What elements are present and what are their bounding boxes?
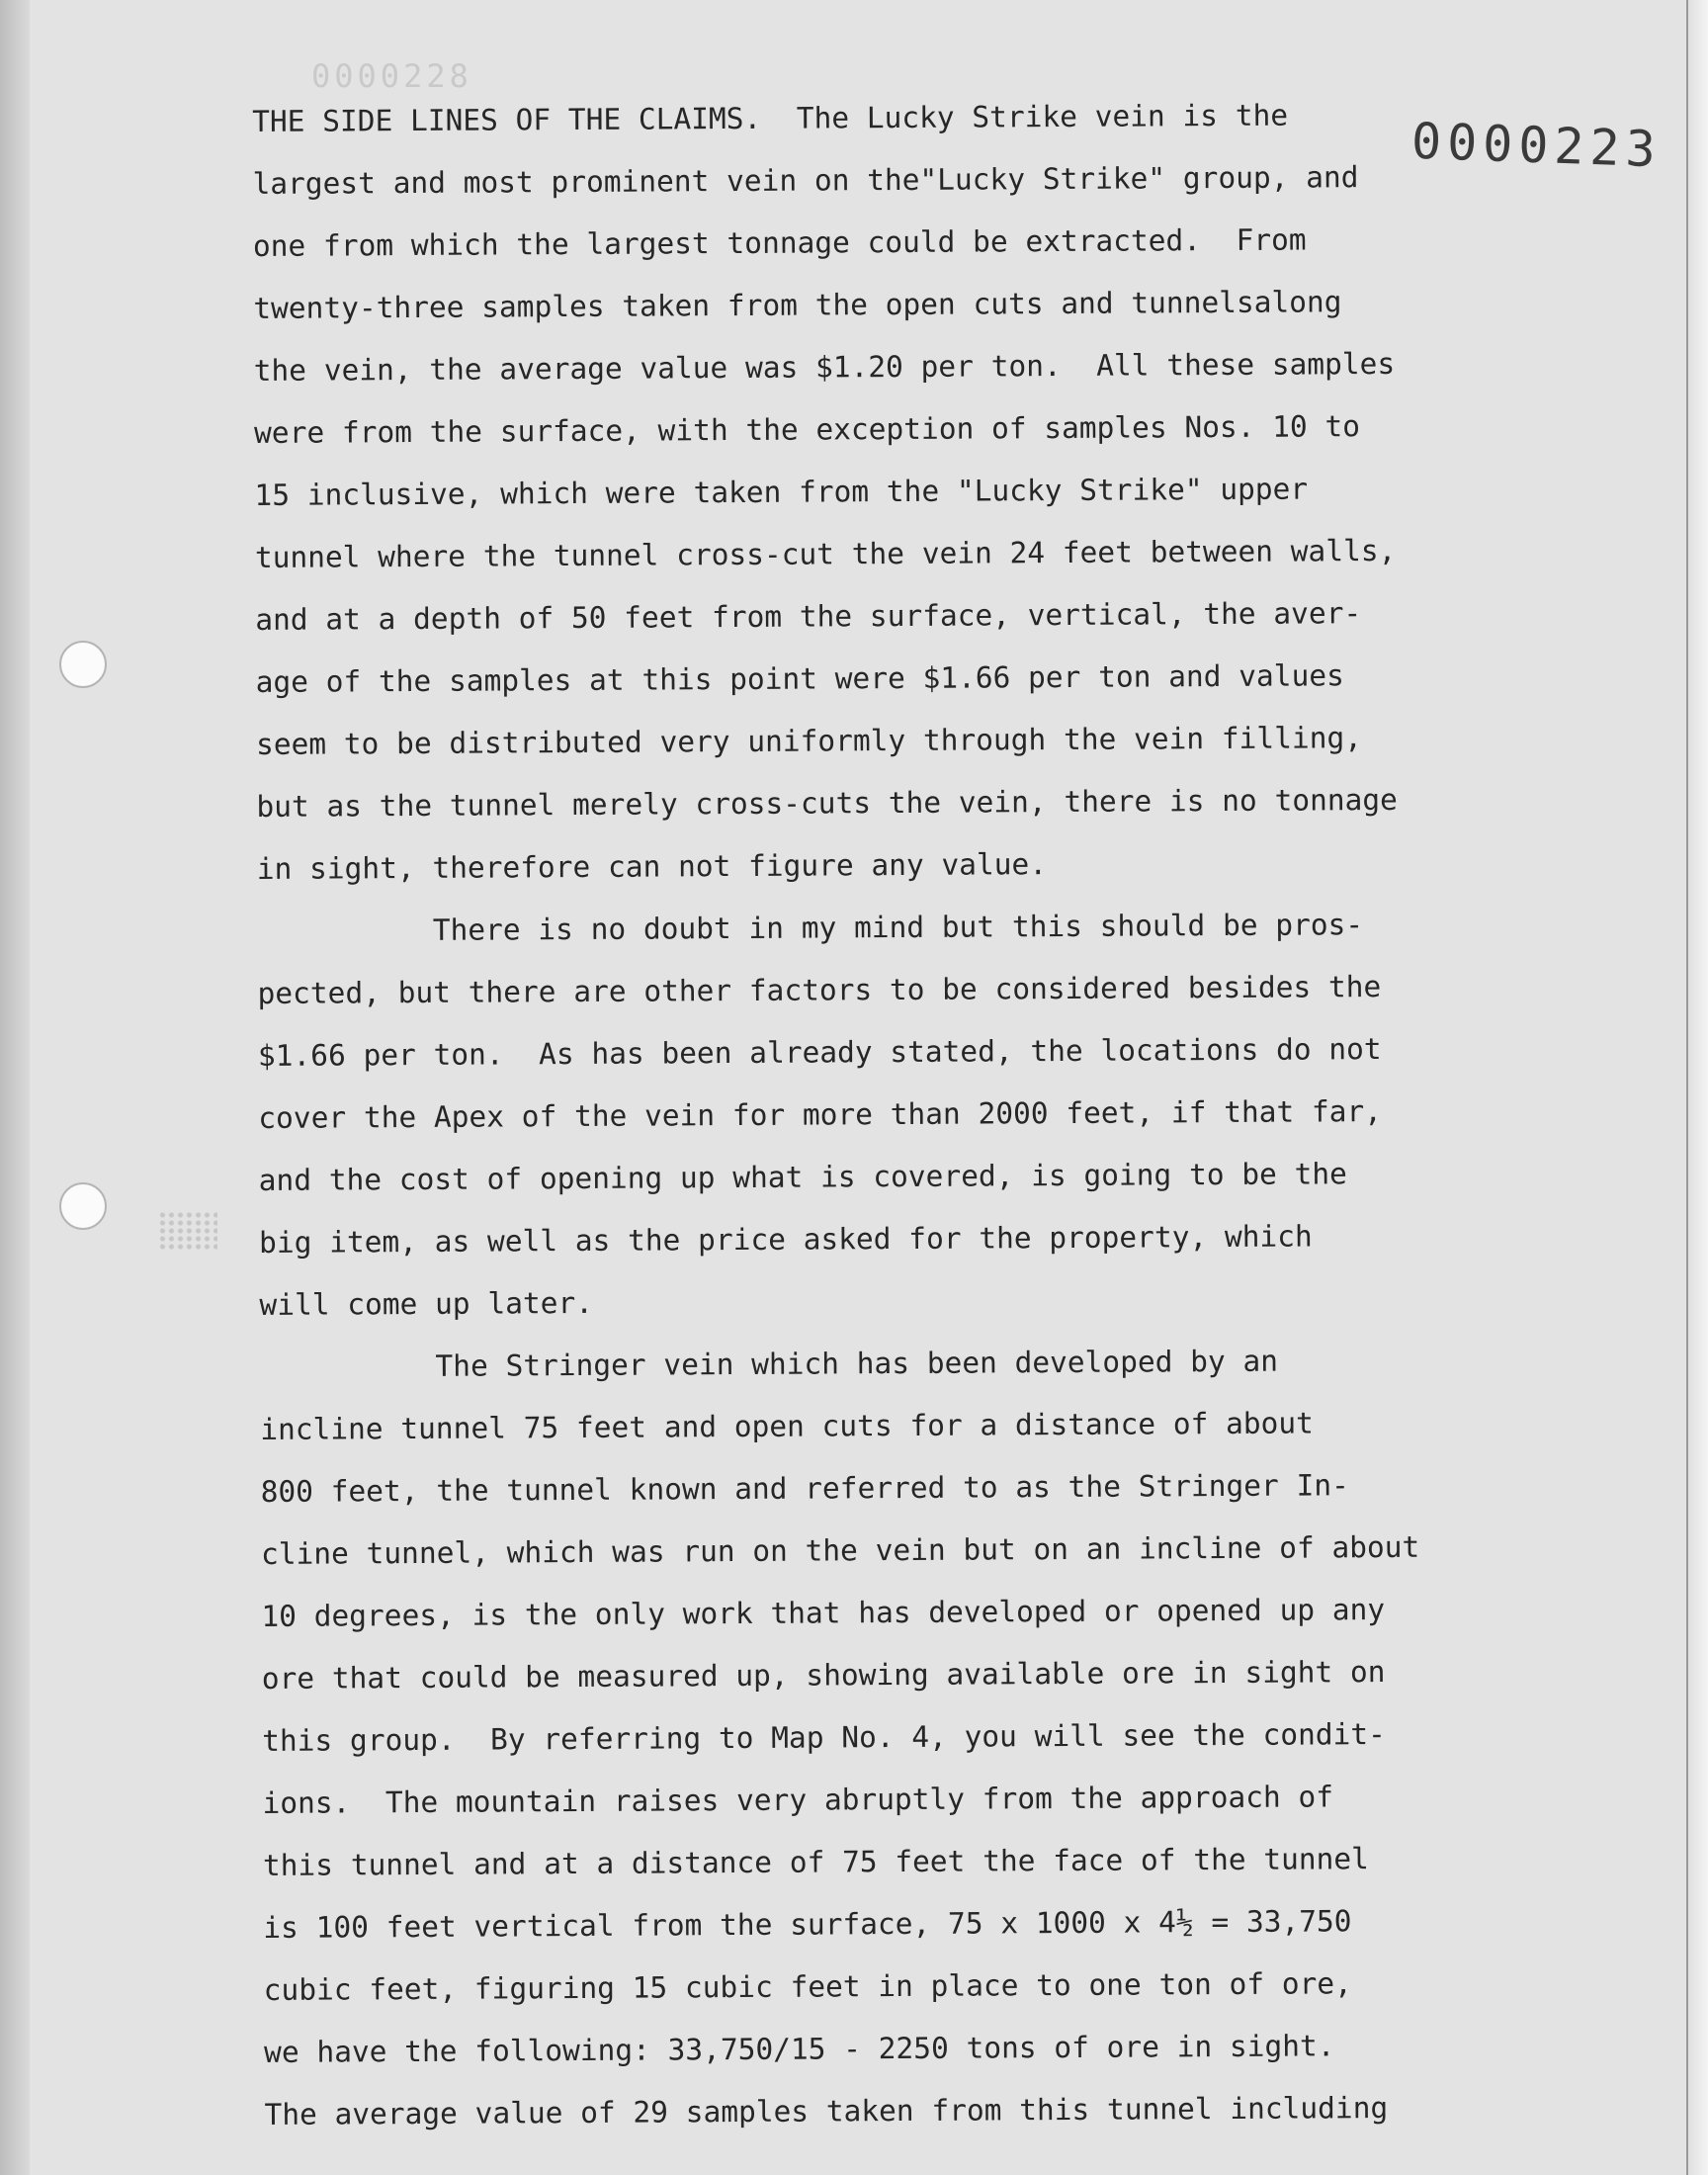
text-line: 10 degrees, is the only work that has developed or opened up any <box>261 1593 1386 1633</box>
text-line: is 100 feet vertical from the surface, 75 x 1000 x 4½ = 33,750 <box>263 1904 1352 1945</box>
text-line: will come up later. <box>259 1285 594 1322</box>
text-line: largest and most prominent vein on the"Lucky Strike" group, and <box>252 160 1359 201</box>
text-line: but as the tunnel merely cross-cuts the vein, there is no tonnage <box>256 782 1398 824</box>
text-line: and at a depth of 50 feet from the surface, vertical, the aver- <box>255 596 1362 637</box>
text-line: this group. By referring to Map No. 4, you will see the condit- <box>262 1717 1386 1758</box>
text-line: 800 feet, the tunnel known and referred to as the Stringer In- <box>260 1468 1349 1509</box>
scan-left-edge <box>0 0 30 2175</box>
scan-right-edge <box>1686 0 1708 2175</box>
text-line: pected, but there are other factors to be considered besides the <box>257 970 1382 1010</box>
text-line: The Stringer vein which has been developed by an <box>259 1344 1279 1384</box>
text-line: and the cost of opening up what is covered, is going to be the <box>258 1157 1347 1197</box>
bleed-through-mark: 0000228 <box>311 57 472 95</box>
text-line: cline tunnel, which was run on the vein but on an incline of about <box>260 1529 1420 1571</box>
punch-hole <box>59 641 107 688</box>
text-line: incline tunnel 75 feet and open cuts for a distance of about <box>260 1406 1314 1446</box>
text-line: $1.66 per ton. As has been already stated, the locations do not <box>257 1032 1382 1073</box>
text-line: the vein, the average value was $1.20 per ton. All these samples <box>253 346 1396 388</box>
text-line: were from the surface, with the exception of samples Nos. 10 to <box>254 409 1361 450</box>
punch-hole <box>59 1182 107 1230</box>
text-line: big item, as well as the price asked for the property, which <box>259 1219 1313 1260</box>
text-line: cover the Apex of the vein for more than 2000 feet, if that far, <box>258 1094 1383 1135</box>
text-line: tunnel where the tunnel cross-cut the vein 24 feet between walls, <box>254 533 1397 574</box>
text-line: we have the following: 33,750/15 - 2250 tons of ore in sight. <box>264 2029 1335 2069</box>
text-line: age of the samples at this point were $1.66 per ton and values <box>255 658 1344 699</box>
text-line: ore that could be measured up, showing available ore in sight on <box>261 1655 1386 1696</box>
text-line: this tunnel and at a distance of 75 feet the face of the tunnel <box>262 1842 1369 1882</box>
text-line: The average value of 29 samples taken from this tunnel including <box>264 2091 1389 2132</box>
text-line: There is no doubt in my mind but this should be pros- <box>257 908 1364 948</box>
text-line: one from which the largest tonnage could be extracted. From <box>252 222 1307 263</box>
body-text <box>252 83 1550 2146</box>
text-line: cubic feet, figuring 15 cubic feet in place to one ton of ore, <box>263 1966 1352 2007</box>
text-line: in sight, therefore can not figure any value. <box>256 847 1048 886</box>
text-line: THE SIDE LINES OF THE CLAIMS. The Lucky Strike vein is the <box>252 98 1289 138</box>
page-number-stamp: 0000223 <box>1410 112 1663 179</box>
scan-speckle <box>158 1211 217 1251</box>
text-line: twenty-three samples taken from the open cuts and tunnelsalong <box>253 285 1342 325</box>
text-line: ions. The mountain raises very abruptly from the approach of <box>262 1780 1334 1820</box>
text-line: 15 inclusive, which were taken from the "Lucky Strike" upper <box>254 472 1309 512</box>
text-line: seem to be distributed very uniformly through the vein filling, <box>255 721 1363 761</box>
